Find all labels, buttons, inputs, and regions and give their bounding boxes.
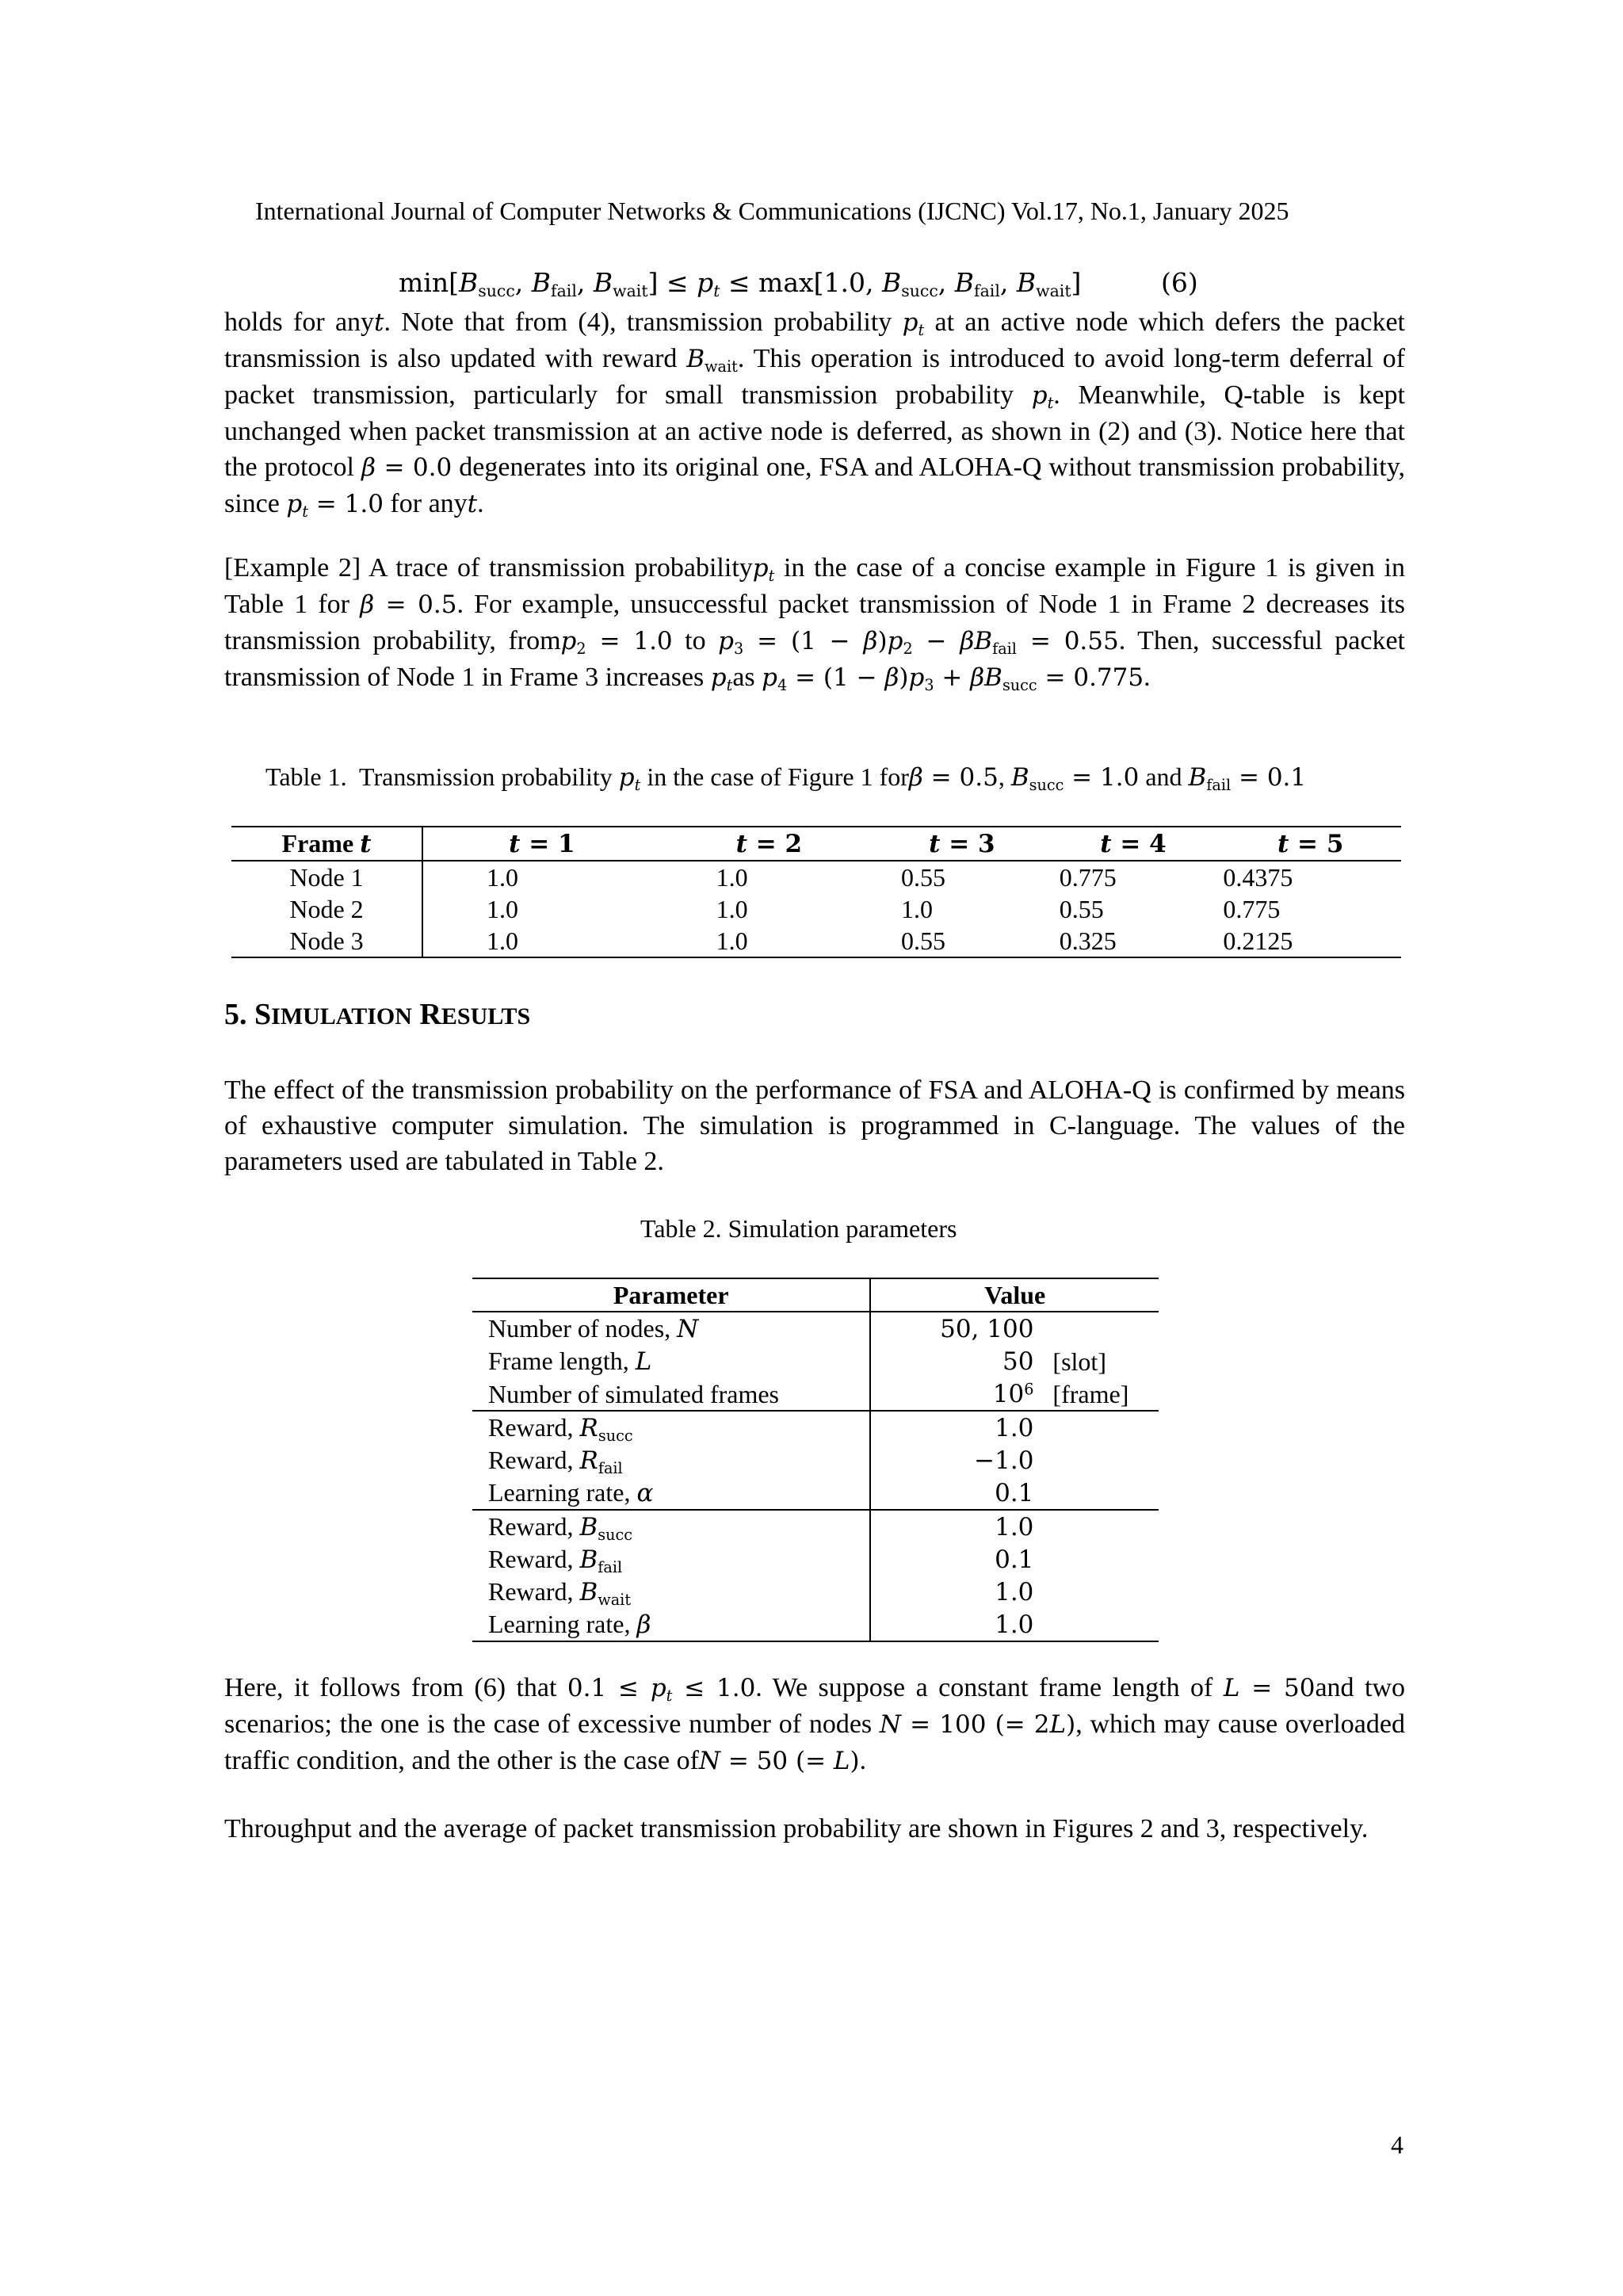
table-cell: 1.0 [487,863,518,892]
table-cell: Node 1 [231,861,422,893]
table-cell: Reward, $B_{wait}$ [472,1576,870,1608]
table-row [472,1576,1159,1608]
table-cell: 0.2125 [1220,925,1401,957]
table-cell: 1.0 [995,1414,1034,1442]
table-row [472,1411,1159,1444]
table-cell: Reward, $R_{fail}$ [472,1444,870,1477]
table-cell: 50 [1002,1347,1034,1376]
table-cell: 0.1 [995,1545,1034,1574]
table-cell: $10^6$ [870,1377,1041,1411]
table-cell: Learning rate, β [472,1608,870,1641]
table-2-caption: Table 2. Simulation parameters [640,1214,957,1243]
table-cell: 1.0 [901,895,933,923]
paragraph-example-2: [Example 2] A trace of transmission probabilityp$_t$ in the case of a concise example in Figure 1 is given in Table 1 for β = 0.5. For example, unsuccessful packet transmission of Node 1 in Frame 2 decreases its transmission probability, fromp$_2$ = 1.0 to $p_3 = (1 - \beta)p_2 - \beta B_{fail} = 0.55$. Then, successful packet transmission of Node 1 in Frame 3 increases $p_tas$ $p_4 = (1 - \beta)p_3 + \beta B_{succ} = 0.775$. [224,553,1406,694]
table-1 [231,826,1401,958]
table-cell: 0.55 [1059,895,1104,923]
table-cell: Reward, $B_{succ}$ [472,1510,870,1543]
table-cell: Learning rate, α [472,1477,870,1510]
table-cell: 1.0 [870,1608,1041,1641]
table-cell: 1.0 [422,925,661,957]
page-number: 4 [1391,2130,1403,2159]
table-cell: 1.0 [661,925,877,957]
table-header-cell: t = 4 [1047,827,1220,861]
table-row [231,893,1401,925]
table-cell [1041,1312,1159,1345]
table-1-caption: Table 1. Transmission probability $p_t$ in the case of Figure 1 forβ = 0.5, $B_{succ} = 1.0$ and $B_{fail} = 0.1$ [265,762,1307,794]
table-cell: 0.1 [870,1477,1041,1510]
table-cell: [slot] [1052,1347,1106,1376]
table-cell: Reward, $B_{fail}$ [472,1543,870,1576]
table-header-row [231,827,1401,861]
table-cell [1041,1411,1159,1444]
table-header-row [472,1278,1159,1312]
table-row [472,1510,1159,1543]
paragraph-figures: Throughput and the average of packet transmission probability are shown in Figures 2 and 3, respectively. [224,1814,1369,1843]
table-cell: Reward, $R_{succ}$ [472,1411,870,1444]
table-cell: 0.55 [901,863,945,892]
running-header: International Journal of Computer Networks & Communications (IJCNC) Vol.17, No.1, January 2025 [255,197,1289,225]
table-cell: Number of nodes, N [472,1312,870,1345]
table-cell [1041,1477,1159,1510]
table-cell: 0.775 [1223,895,1281,923]
table-cell: 0.55 [877,925,1047,957]
table-row [472,1608,1159,1641]
table-row [231,861,1401,893]
table-header-cell: Parameter [472,1278,870,1312]
paragraph-deferral: holds for anyt. Note that from (4), transmission probability $p_t$ at an active node which defers the packet transmission is also updated with reward $B_{wait}$. This operation is introduced to avoid long-term deferral of packet transmission, particularly for small transmission probability $p_t$. Meanwhile, Q-table is kept unchanged when packet transmission at an active node is deferred, as shown in (2) and (3). Notice here that the protocol β = 0.0 degenerates into its original one, FSA and ALOHA-Q without transmission probability, since $p_t = 1.0$ for anyt. [224,308,1406,521]
table-header-cell: Frame t [231,827,422,861]
table-header-cell: Value [870,1278,1159,1312]
table-cell [1041,1576,1159,1608]
table-cell: [frame] [1041,1377,1159,1411]
equation-number: (6) [1161,267,1198,298]
table-row [472,1345,1159,1377]
table-header-cell: t = 3 [877,827,1047,861]
paragraph-scenarios: Here, it follows from (6) that $0.1 \le p_t \le 1.0$. We suppose a constant frame length of L = 50and two scenarios; the one is the case of excessive number of nodes N = 100 (= 2L), which may cause overloaded traffic condition, and the other is the case ofN = 50 (= L). [224,1673,1406,1775]
table-cell: 0.4375 [1223,863,1293,892]
table-cell: 1.0 [716,863,748,892]
table-header-cell: t = 2 [661,827,877,861]
table-cell: Node 3 [231,925,422,957]
table-row [472,1377,1159,1411]
table-cell: 1.0 [995,1513,1034,1541]
table-cell: 1.0 [716,895,748,923]
table-cell: −1.0 [974,1446,1034,1475]
table-row [231,925,1401,957]
table-header-cell: t = 5 [1220,827,1401,861]
section-heading: 5. SIMULATION RESULTS [224,998,531,1031]
table-cell: 0.325 [1047,925,1220,957]
table-row [472,1312,1159,1345]
table-row [472,1477,1159,1510]
table-cell: Frame length, L [472,1345,870,1377]
table-cell [1041,1543,1159,1576]
table-cell: 0.775 [1059,863,1117,892]
table-row [472,1444,1159,1477]
table-cell: Node 2 [231,893,422,925]
equation-6: $\min[B_{succ}$, $B_{fail}$, $B_{wait}] \le p_t \le \max[1.0$, $B_{succ}$, $B_{fail}$, $B_{wait}$] [399,267,1082,301]
table-header-cell: t = 1 [422,827,661,861]
table-cell [1041,1444,1159,1477]
table-cell: 1.0 [487,895,518,923]
table-2 [472,1278,1159,1642]
table-cell: 50, 100 [940,1315,1034,1343]
table-cell [1041,1608,1159,1641]
table-row [472,1543,1159,1576]
table-cell [1041,1510,1159,1543]
paragraph-simulation-intro: The effect of the transmission probability on the performance of FSA and ALOHA-Q is confirmed by means of exhaustive computer simulation. The simulation is programmed in C-language. The values of the parameters used are tabulated in Table 2. [224,1075,1405,1176]
table-cell: 1.0 [995,1578,1034,1606]
table-cell: Number of simulated frames [472,1377,870,1411]
